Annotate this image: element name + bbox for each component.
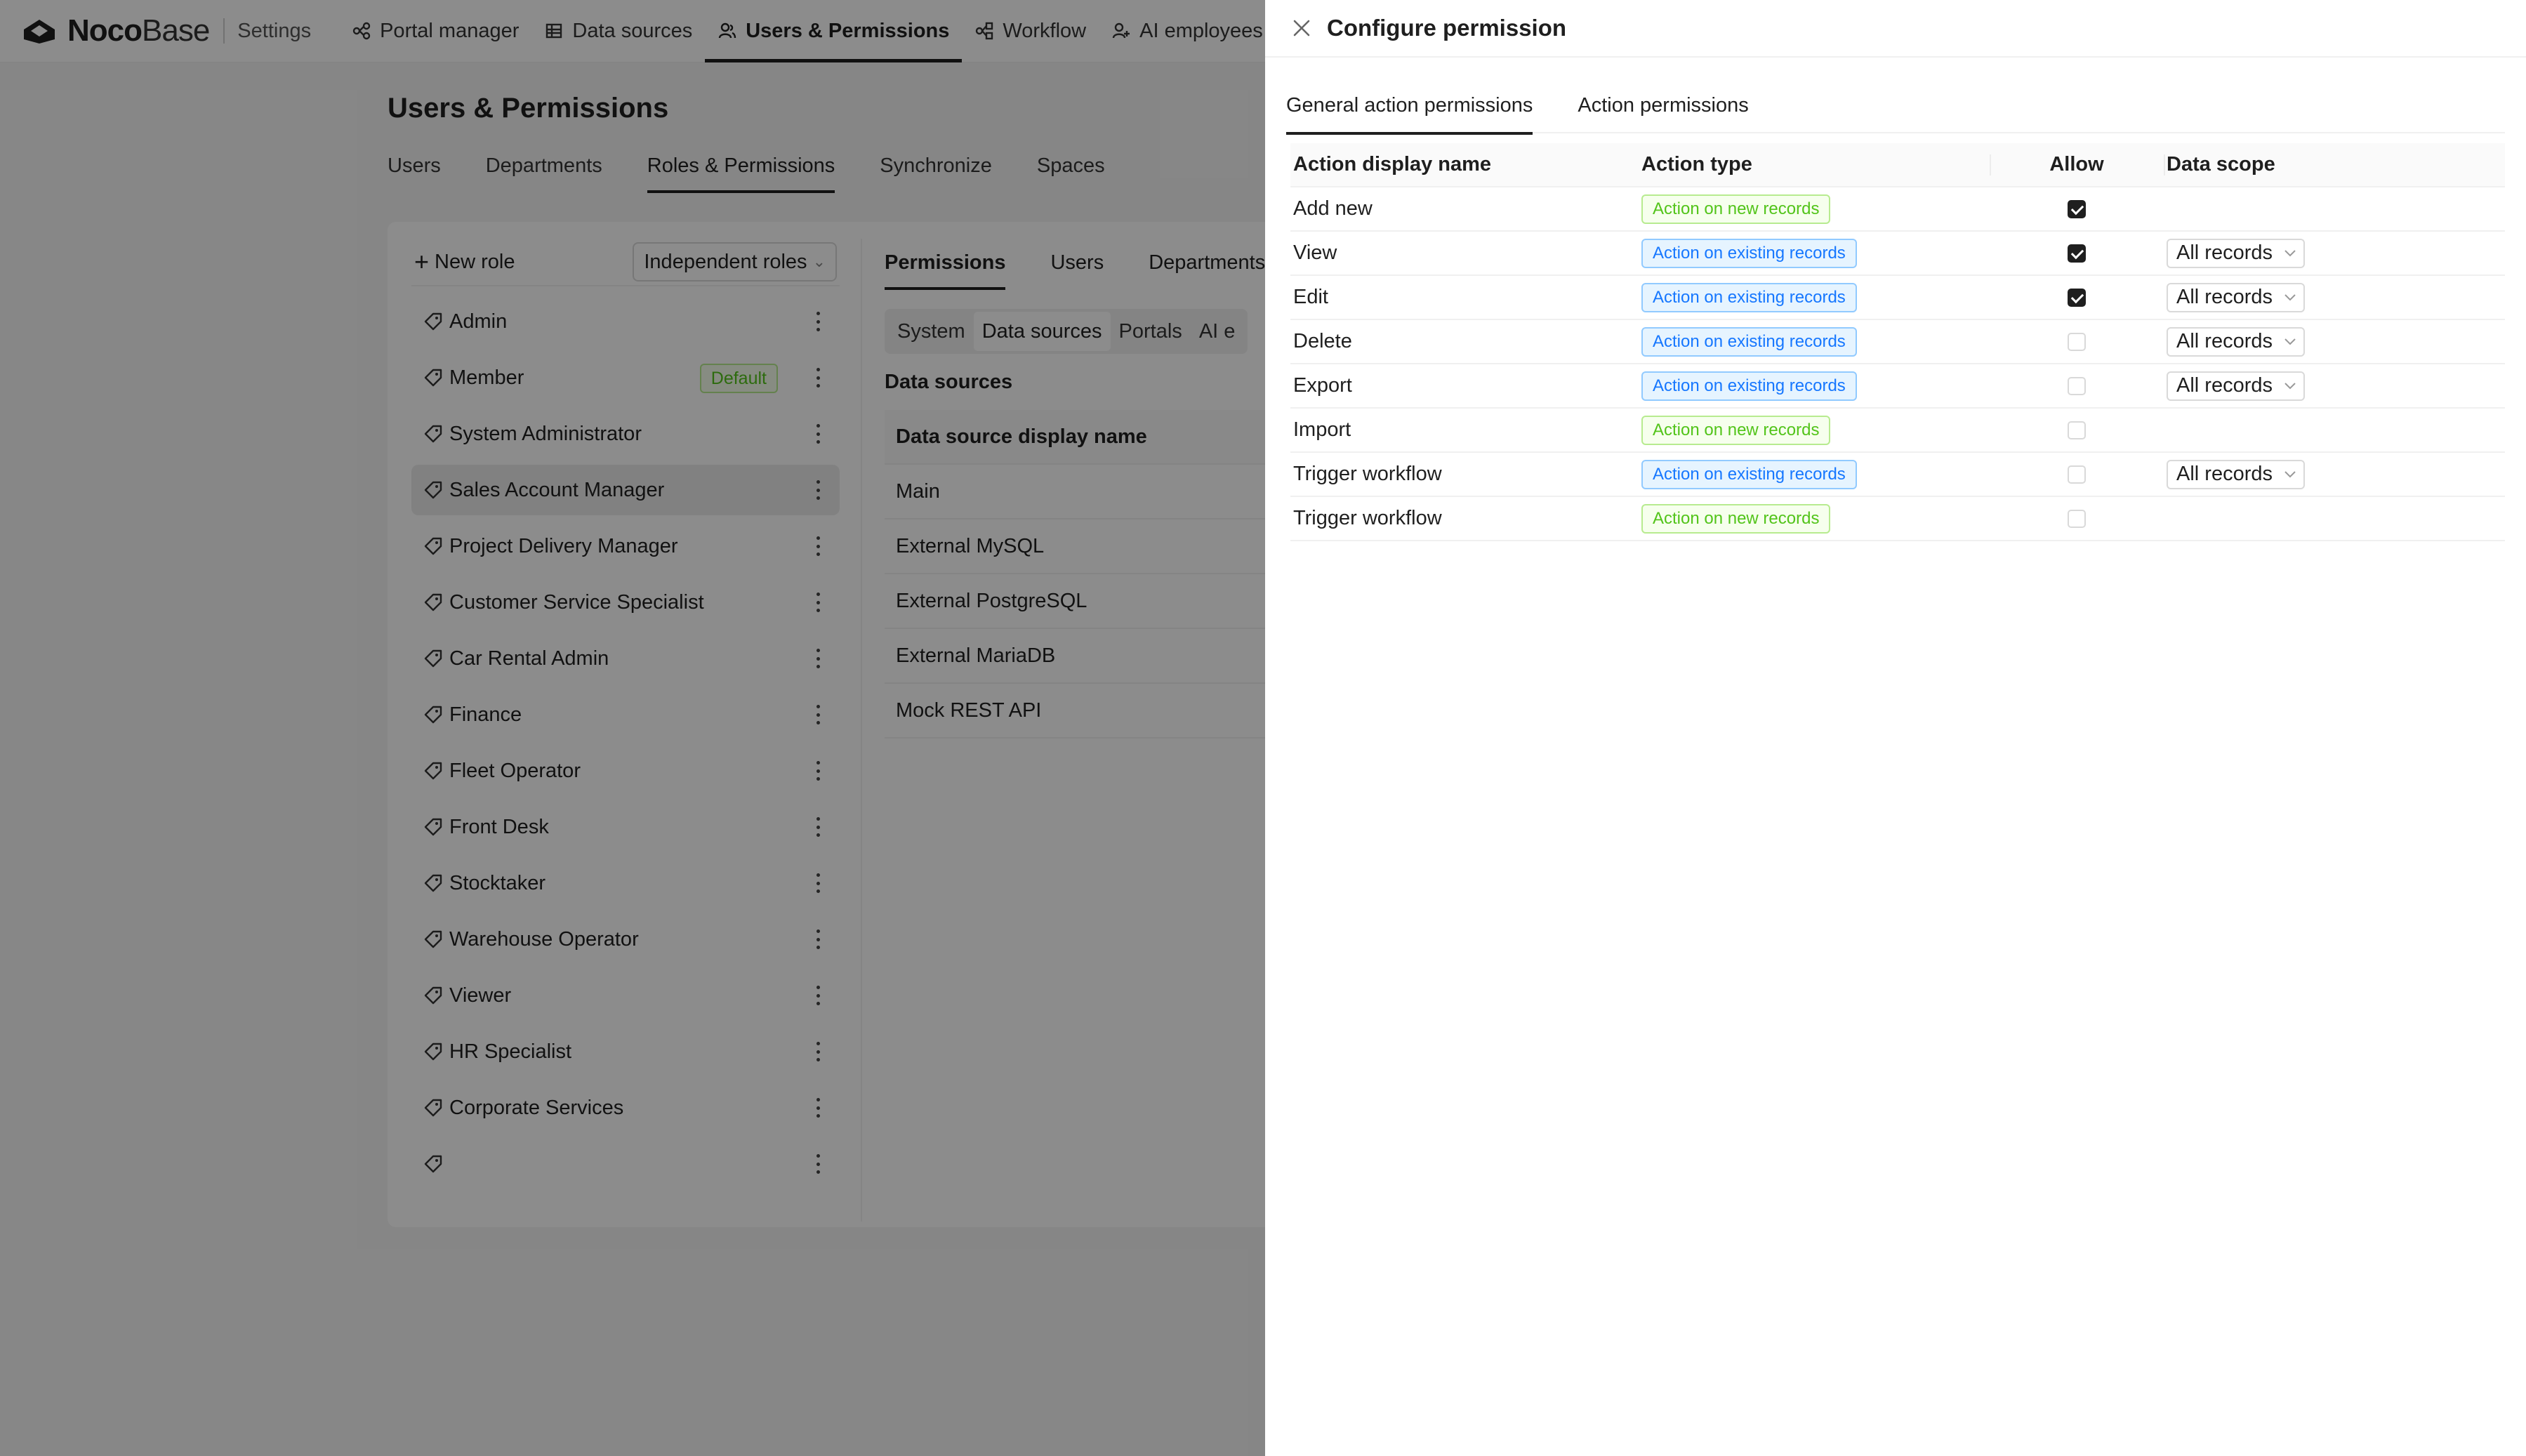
table-row [1290, 231, 2505, 275]
table-row [1290, 364, 2505, 408]
allow-cell [1990, 364, 2164, 408]
chevron-down-icon [2284, 382, 2296, 390]
table-row [1290, 187, 2505, 231]
action-type-cell [1639, 231, 1990, 275]
tab-role-users[interactable]: Users [1050, 251, 1104, 274]
action-type-tag: Action on new records [1641, 504, 1830, 534]
action-type-cell [1639, 452, 1990, 496]
data-scope-value: All records [2176, 286, 2273, 308]
scope-cell [2164, 231, 2505, 275]
table-row [1290, 452, 2505, 496]
role-label: Member [449, 366, 524, 389]
topnav-label: Workflow [1003, 19, 1087, 42]
data-scope-value: All records [2176, 374, 2273, 397]
topnav-label: AI employees [1139, 19, 1263, 42]
drawer-title: Configure permission [1327, 15, 1567, 41]
scope-cell [2164, 496, 2505, 541]
tab-general-action-permissions[interactable]: General action permissions [1286, 94, 1533, 133]
allow-checkbox[interactable] [2068, 510, 2086, 528]
allow-cell [1990, 187, 2164, 231]
action-name: View [1290, 231, 1639, 275]
segment-portals[interactable]: Portals [1118, 319, 1182, 343]
action-name: Import [1290, 408, 1639, 452]
data-scope-select[interactable] [2167, 283, 2305, 312]
role-label: Fleet Operator [449, 759, 581, 782]
role-label: Corporate Services [449, 1096, 624, 1119]
action-type-tag: Action on existing records [1641, 283, 1857, 312]
allow-cell [1990, 231, 2164, 275]
action-type-tag: Action on existing records [1641, 327, 1857, 357]
scope-cell [2164, 452, 2505, 496]
action-type-tag: Action on new records [1641, 194, 1830, 224]
allow-checkbox[interactable] [2068, 289, 2086, 307]
action-type-tag: Action on existing records [1641, 239, 1857, 268]
role-mode-value: Independent roles [644, 250, 807, 273]
scope-cell [2164, 319, 2505, 364]
role-label: Stocktaker [449, 871, 545, 894]
role-label: Viewer [449, 984, 512, 1007]
scope-cell [2164, 364, 2505, 408]
scope-cell [2164, 187, 2505, 231]
action-type-cell [1639, 319, 1990, 364]
drawer-tabs [1286, 94, 2505, 133]
chevron-down-icon: ⌄ [812, 253, 826, 270]
table-row [1290, 319, 2505, 364]
role-label: Warehouse Operator [449, 927, 639, 951]
segment-data-sources[interactable]: Data sources [974, 312, 1111, 351]
table-row [1290, 496, 2505, 541]
data-scope-select[interactable] [2167, 327, 2305, 357]
brand-thin: Base [142, 13, 210, 48]
allow-checkbox[interactable] [2068, 333, 2086, 351]
chevron-down-icon [2284, 293, 2296, 302]
role-label: Sales Account Manager [449, 478, 665, 501]
action-type-tag: Action on existing records [1641, 371, 1857, 401]
column-header: Allow [1990, 143, 2164, 187]
data-scope-value: All records [2176, 330, 2273, 352]
topnav-label: Users & Permissions [746, 19, 950, 42]
tab-users[interactable]: Users [388, 154, 441, 177]
table-header: Data source display name [885, 410, 1348, 465]
table-row [1290, 408, 2505, 452]
role-label: System Administrator [449, 422, 642, 445]
action-name: Export [1290, 364, 1639, 408]
allow-checkbox[interactable] [2068, 421, 2086, 439]
segment-system[interactable]: System [897, 319, 965, 343]
tab-roles-permissions[interactable]: Roles & Permissions [647, 154, 835, 193]
column-header: Action display name [1290, 143, 1639, 187]
action-type-cell [1639, 187, 1990, 231]
tab-spaces[interactable]: Spaces [1036, 154, 1105, 177]
scope-cell [2164, 408, 2505, 452]
allow-checkbox[interactable] [2068, 244, 2086, 263]
action-name: Trigger workflow [1290, 452, 1639, 496]
data-scope-select[interactable] [2167, 460, 2305, 489]
permissions-body [1290, 187, 2505, 541]
table-row [1290, 275, 2505, 319]
action-name: Delete [1290, 319, 1639, 364]
configure-permission-drawer [1265, 0, 2526, 1456]
role-label: Customer Service Specialist [449, 590, 704, 614]
drawer-header [1265, 0, 2526, 58]
allow-checkbox[interactable] [2068, 377, 2086, 395]
table-row[interactable]: External MySQL [885, 519, 1348, 574]
action-type-cell [1639, 364, 1990, 408]
action-type-tag: Action on new records [1641, 416, 1830, 445]
table-row[interactable]: Mock REST API [885, 684, 1348, 739]
allow-checkbox[interactable] [2068, 465, 2086, 484]
tab-action-permissions[interactable]: Action permissions [1578, 94, 1749, 117]
data-scope-value: All records [2176, 463, 2273, 485]
scope-cell [2164, 275, 2505, 319]
table-row[interactable]: External MariaDB [885, 629, 1348, 684]
brand-bold: Noco [67, 13, 142, 48]
role-label: Project Delivery Manager [449, 534, 678, 557]
action-type-tag: Action on existing records [1641, 460, 1857, 489]
topnav-label: Portal manager [380, 19, 520, 42]
role-label: HR Specialist [449, 1040, 572, 1063]
action-type-cell [1639, 275, 1990, 319]
chevron-down-icon [2284, 338, 2296, 346]
general-permissions-table [1290, 143, 2505, 541]
action-name: Trigger workflow [1290, 496, 1639, 541]
role-label: Finance [449, 703, 522, 726]
table-row[interactable]: External PostgreSQL [885, 574, 1348, 629]
allow-cell [1990, 319, 2164, 364]
allow-checkbox[interactable] [2068, 200, 2086, 218]
data-scope-value: All records [2176, 241, 2273, 264]
default-badge: Default [700, 364, 778, 393]
role-label: Car Rental Admin [449, 647, 609, 670]
allow-cell [1990, 452, 2164, 496]
segment-ai[interactable]: AI e [1198, 319, 1236, 343]
data-scope-select[interactable] [2167, 239, 2305, 268]
tab-permissions[interactable]: Permissions [885, 251, 1005, 290]
action-type-cell [1639, 496, 1990, 541]
tab-role-departments[interactable]: Departments [1149, 251, 1266, 274]
topnav-label: Data sources [572, 19, 693, 42]
new-role-label: New role [435, 250, 515, 273]
table-row[interactable]: Main [885, 465, 1348, 519]
tab-synchronize[interactable]: Synchronize [880, 154, 992, 177]
action-name: Add new [1290, 187, 1639, 231]
chevron-down-icon [2284, 470, 2296, 479]
chevron-down-icon [2284, 249, 2296, 258]
table-header-row [1290, 143, 2505, 187]
plus-icon: + [414, 247, 430, 276]
settings-label: Settings [237, 19, 312, 42]
close-icon[interactable] [1290, 17, 1313, 39]
allow-cell [1990, 496, 2164, 541]
column-header: Action type [1639, 143, 1990, 187]
data-scope-select[interactable] [2167, 371, 2305, 401]
data-sources-title: Data sources [885, 371, 1013, 393]
page-title: Users & Permissions [388, 93, 669, 124]
role-label: Front Desk [449, 815, 549, 838]
allow-cell [1990, 408, 2164, 452]
action-name: Edit [1290, 275, 1639, 319]
action-type-cell [1639, 408, 1990, 452]
column-header: Data scope [2164, 143, 2505, 187]
role-label: Admin [449, 310, 508, 333]
tab-departments[interactable]: Departments [485, 154, 602, 177]
allow-cell [1990, 275, 2164, 319]
